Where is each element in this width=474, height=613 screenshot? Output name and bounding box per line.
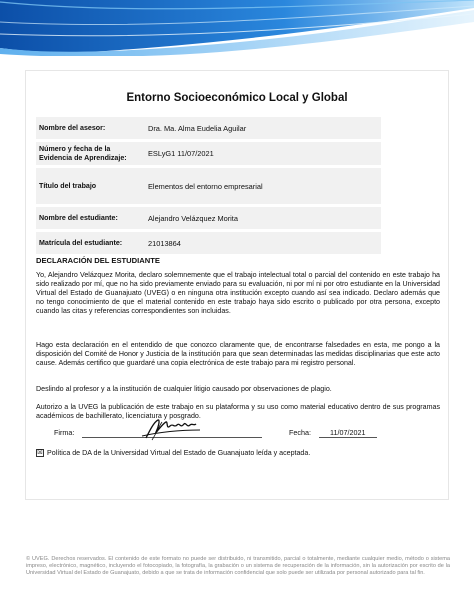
form-label: Título del trabajo xyxy=(39,181,97,190)
form-label: Número y fecha de la Evidencia de Aprendizaje: xyxy=(39,144,127,162)
policy-checkbox[interactable]: ☒ xyxy=(37,450,43,457)
declaration-paragraph-1: Yo, Alejandro Velázquez Morita, declaro solemnemente que el trabajo intelectual total o parcial del contenido en este trabajo ha sido realizado por mí, que no ha sido previamente enviado para su evaluación, ni por mí ni por otro estudiante en la Universidad Virtual del Estado de Guanajuato (UVEG) o en ninguna otra institución excepto cuando así sea indicado. Declaro además que no tengo conocimiento de que el material contenido en este trabajo haya sido escrito o publicado por otra persona, excepto cuando las citas y referencias correspondientes son incluidas. xyxy=(36,271,440,315)
declaration-title: DECLARACIÓN DEL ESTUDIANTE xyxy=(36,256,160,265)
policy-acceptance xyxy=(36,449,310,457)
policy-text: Política de DA de la Universidad Virtual del Estado de Guanajuato leída y aceptada. xyxy=(47,449,311,457)
declaration-paragraph-2: Hago esta declaración en el entendido de que conozco claramente que, de encontrarse falsedades en esta, me pongo a la disposición del Comité de Honor y Justicia de la institución para que sean determinadas las medidas disciplinarias que este acto cause. Además certifico que guardaré una copia electrónica de este trabajo para mi registro personal. xyxy=(36,341,440,367)
form-row-evidencia xyxy=(36,142,381,165)
form-value: ESLyG1 11/07/2021 xyxy=(148,149,214,158)
wave-banner-graphic xyxy=(0,0,474,56)
form-row-matricula xyxy=(36,232,381,254)
form-value: Elementos del entorno empresarial xyxy=(148,181,263,191)
declaration-paragraph-3: Deslindo al profesor y a la institución de cualquier litigio causado por observaciones de plagio. xyxy=(36,385,332,393)
declaration-paragraph-4: Autorizo a la UVEG la publicación de este trabajo en su plataforma y su uso como material educativo dentro de sus programas académicos de bachillerato, licenciatura y posgrado. xyxy=(36,403,440,420)
fecha-label: Fecha: xyxy=(289,428,311,437)
form-value: 21013864 xyxy=(148,238,181,248)
form-row-asesor xyxy=(36,117,381,139)
page-title: Entorno Socioeconómico Local y Global xyxy=(126,92,348,104)
copyright-footer: © UVEG. Derechos reservados. El contenido de este formato no puede ser distribuido, ni transmitido, parcial o totalmente, mediante cualquier medio, método o sistema impreso, electrónico, magnético, incluyendo el fotocopiado, la fotografía, la grabación o un sistema de recuperación de la información, sin la autorización por escrito de la Universidad Virtual del Estado de Guanajuato, debido a que se trata de información confidencial que solo puede ser utilizada por personal autorizado para tal fin. xyxy=(26,556,450,576)
form-value: Dra. Ma. Alma Eudelia Aguilar xyxy=(148,123,247,133)
signature-row xyxy=(36,422,440,442)
handwritten-signature xyxy=(140,416,204,442)
form-row-estudiante xyxy=(36,207,381,229)
form-label: Nombre del estudiante: xyxy=(39,213,118,222)
form-table xyxy=(36,117,381,257)
form-row-titulo xyxy=(36,168,381,204)
form-value: Alejandro Velázquez Morita xyxy=(148,213,238,223)
date-line xyxy=(319,437,377,438)
firma-label: Firma: xyxy=(54,428,75,437)
header-banner xyxy=(0,0,474,56)
form-label: Nombre del asesor: xyxy=(39,123,106,132)
fecha-value: 11/07/2021 xyxy=(330,428,366,437)
form-label: Matrícula del estudiante: xyxy=(39,238,123,247)
